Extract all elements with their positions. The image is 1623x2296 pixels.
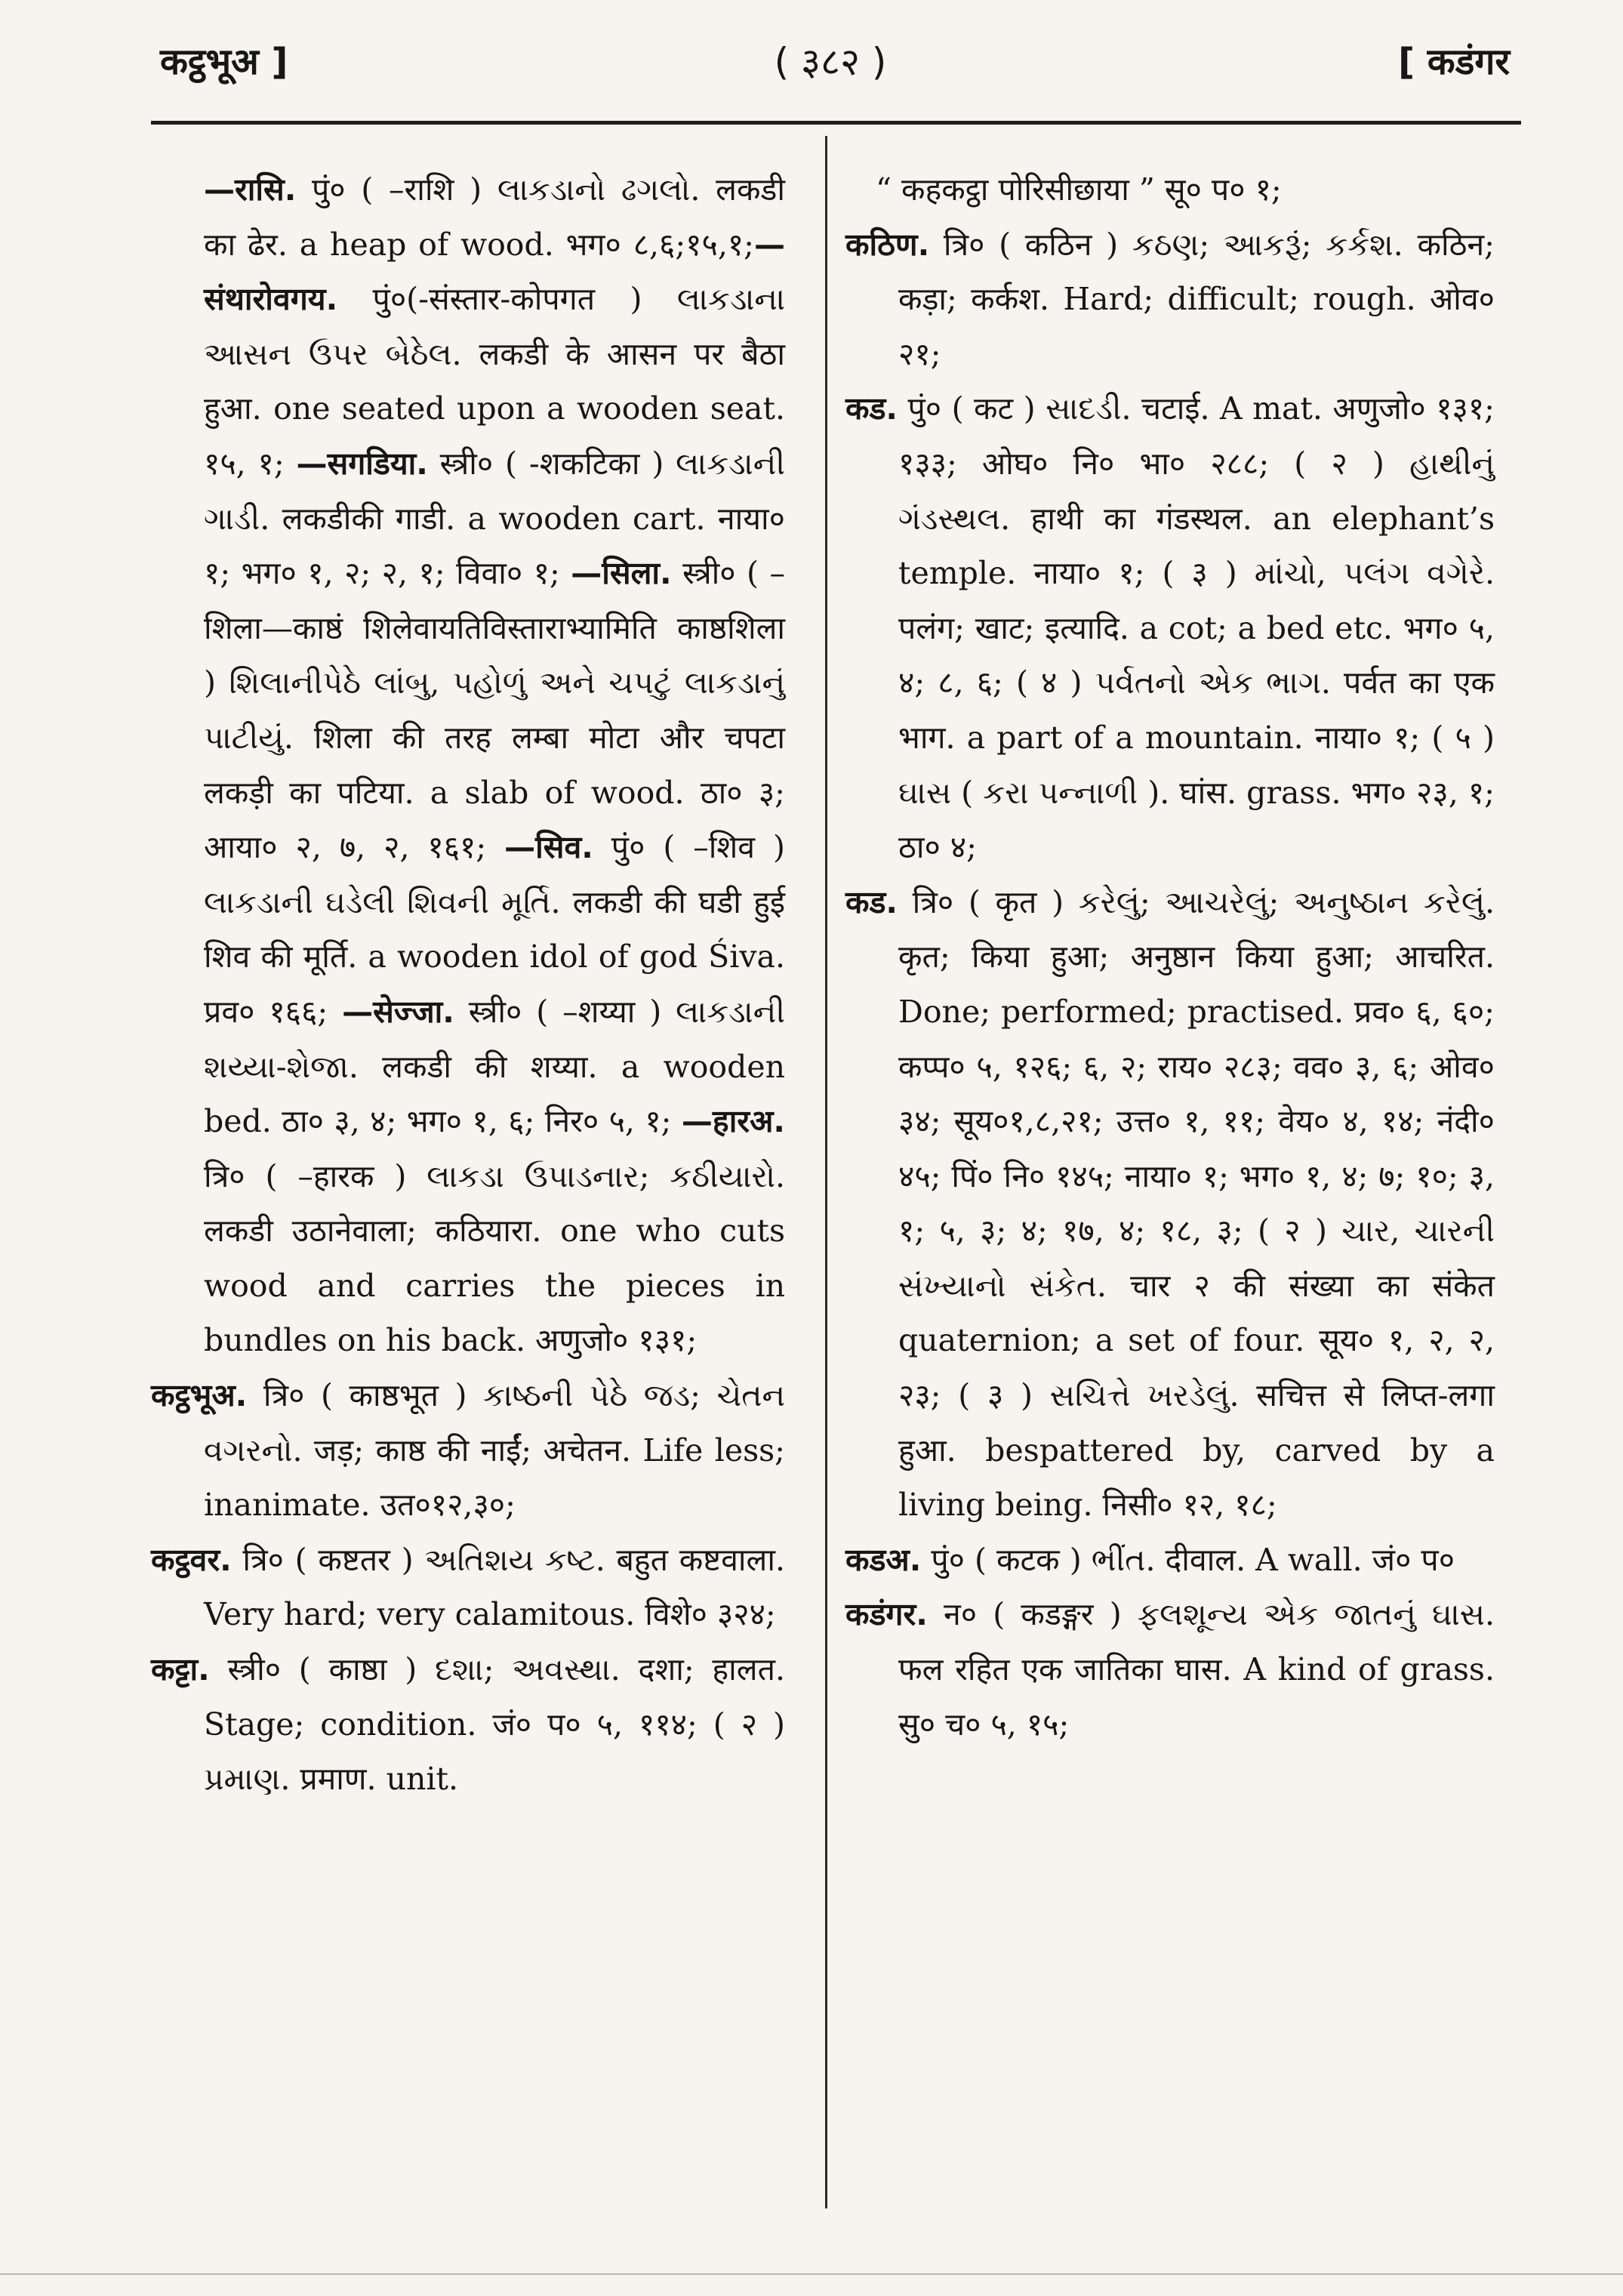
entry-headword: कड. bbox=[845, 390, 898, 427]
entry-text: त्रि० ( कठिन ) કઠણ; આકરૂં; કર્કશ. कठिन; कड़ा; कर्कश. Hard; difficult; rough. ओव० २१; bbox=[898, 226, 1495, 372]
dictionary-entry bbox=[845, 1533, 1495, 1588]
dictionary-entry bbox=[845, 381, 1495, 874]
left-column bbox=[151, 162, 785, 1807]
entry-headword: —रासि. bbox=[204, 171, 297, 208]
dictionary-entry bbox=[151, 1368, 785, 1533]
entry-text: पुं० ( कट ) સાદડી. चटाई. A mat. अणुजो० १३१; १३३; ओघ० नि० भा० २८८; ( २ ) હાથીનું ગંડસ્થલ. हाथी का गंडस्थल. an elephant’s temple. नाया० १; ( ३ ) માંચો, પલંગ વગેરે. पलंग; खाट; इत्यादि. a cot; a bed etc. भग० ५, ४; ८, ६; ( ४ ) પર્વતનો એક ભાગ. पर्वत का एक भाग. a part of a mountain. नाया० १; ( ५ ) ઘાસ ( કરા પન્નાળી ). घांस. grass. भग० २३, १; ठा० ४; bbox=[898, 390, 1495, 866]
entry-headword: कठिण. bbox=[845, 226, 930, 263]
entry-headword: कडंगर. bbox=[845, 1596, 928, 1633]
column-divider bbox=[825, 136, 827, 2208]
entry-text: त्रि० ( काष्ठभूत ) કાષ્ઠની પેઠે જડ; ચેતન વગરનો. जड़; काष्ठ की नाईं; अचेतन. Life less; inanimate. उत०१२,३०; bbox=[204, 1377, 785, 1524]
entry-headword: कट्टा. bbox=[151, 1651, 210, 1688]
dictionary-entry bbox=[845, 1587, 1495, 1752]
entry-headword: कट्ठभूअ. bbox=[151, 1377, 248, 1414]
entry-text: पुं० ( –राशि ) લાકડાનો ઢગલો. लकडी का ढेर. a heap of wood. भग० ८,६;१५,१; bbox=[204, 171, 785, 263]
dictionary-entry-continuation bbox=[845, 162, 1495, 217]
entry-text: पुं०(-संस्तार-कोपगत ) લાકડાના આસન ઉપર બેઠેલ. लकडी के आसन पर बैठा हुआ. one seated upon a wooden seat. १५, १; bbox=[204, 281, 785, 482]
entry-text: स्त्री० ( काष्ठा ) દશા; અવસ્થા. दशा; हालत. Stage; condition. जं० प० ५, ११४; ( २ ) પ્રમાણ. प्रमाण. unit. bbox=[204, 1651, 785, 1798]
entry-text: स्त्री० ( -शकटिका ) લાકડાની ગાડી. लकडीकी गाडी. a wooden cart. नाया० १; भग० १, २; २, १; विवा० १; bbox=[204, 445, 785, 592]
entry-headword: कड. bbox=[845, 883, 898, 920]
header-left-guide-word: कट्ठभूअ ] bbox=[160, 41, 288, 83]
entry-text: त्रि० ( कृत ) કરેલું; આચરેલું; અનુષ્ઠાન કરેલું. कृत; किया हुआ; अनुष्ठान किया हुआ; आचरित. Done; performed; practised. प्रव० ६, ६०; कप्प० ५, १२६; ६, २; राय० २८३; वव० ३, ६; ओव० ३४; सूय०१,८,२१; उत्त० १, ११; वेय० ४, १४; नंदी० ४५; पिं० नि० १४५; नाया० १; भग० १, ४; ७; १०; ३, १; ५, ३; ४; १७, ४; १८, ३; ( २ ) ચાર, ચારની સંખ્યાનો સંકેત. चार २ की संख्या का संकेत quaternion; a set of four. सूय० १, २, २, २३; ( ३ ) સચિત્તે ખરડેલું. सचित्त से लिप्त-लगा हुआ. bespattered by, carved by a living being. निसी० १२, १८; bbox=[898, 883, 1495, 1524]
entry-text: न० ( कडङ्गर ) ફલશૂન્ય એક જાતનું ઘાસ. फल रहित एक जातिका घास. A kind of grass. सु० च० ५, १५; bbox=[898, 1596, 1495, 1743]
entry-headword: कडअ. bbox=[845, 1541, 922, 1578]
entry-text: स्त्री० ( –शिला—काष्ठं शिलेवायतिविस्ताराभ्यामिति काष्ठशिला ) શિલાનીપેઠે લાંબુ, પહોળું અને ચપટું લાકડાનું પાટીયું. शिला की तरह लम्बा मोटा और चपटा लकड़ी का पटिया. a slab of wood. ठा० ३; आया० २, ७, २, १६१; bbox=[204, 555, 785, 866]
entry-text: पुं० ( –शिव ) લાકડાની ઘડેલી શિવની મૂર્તિ. लकडी की घडी हुई शिव की मूर्ति. a wooden idol of god Śiva. प्रव० १६६; bbox=[204, 829, 785, 1030]
page-bottom-edge bbox=[0, 2273, 1623, 2275]
entry-headword: —सगडिया. bbox=[296, 445, 428, 482]
dictionary-entry bbox=[151, 162, 785, 1368]
right-column bbox=[845, 162, 1495, 1752]
page-header bbox=[0, 32, 1623, 100]
entry-text: पुं० ( कटक ) ભીંત. दीवाल. A wall. जं० प० bbox=[921, 1541, 1455, 1578]
entry-headword: —सिव. bbox=[504, 829, 593, 866]
page-number: ( ३८२ ) bbox=[774, 40, 887, 84]
entry-text: “ कहकट्ठा पोरिसीछाया ” सू० प० १; bbox=[876, 171, 1282, 208]
entry-headword: कट्ठवर. bbox=[151, 1541, 232, 1578]
header-right-guide-word: [ कडंगर bbox=[1398, 41, 1510, 83]
dictionary-entry bbox=[151, 1533, 785, 1642]
dictionary-entry bbox=[845, 217, 1495, 382]
entry-headword: —सेज्जा. bbox=[342, 993, 454, 1030]
dictionary-entry bbox=[845, 875, 1495, 1533]
entry-headword: —सिला. bbox=[571, 555, 672, 592]
entry-text: त्रि० ( –हारक ) લાકડા ઉપાડનાર; કઠીયારો. लकडी उठानेवाला; कठियारा. one who cuts wood and carries the pieces in bundles on his back. अणुजो० १३१; bbox=[204, 1157, 785, 1359]
entry-headword: —हारअ. bbox=[681, 1103, 785, 1140]
entry-headword: —संथारोवगय. bbox=[204, 226, 785, 318]
dictionary-entry bbox=[151, 1642, 785, 1807]
entry-text: त्रि० ( कष्टतर ) અતિશય કષ્ટ. बहुत कष्टवाला. Very hard; very calamitous. विशे० ३२४; bbox=[204, 1541, 785, 1633]
header-rule bbox=[151, 121, 1521, 125]
entry-text: स्त्री० ( –शय्या ) લાકડાની શય્યા-શેજા. लकडी की शय्या. a wooden bed. ठा० ३, ४; भग० १, ६; निर० ५, १; bbox=[204, 993, 785, 1140]
